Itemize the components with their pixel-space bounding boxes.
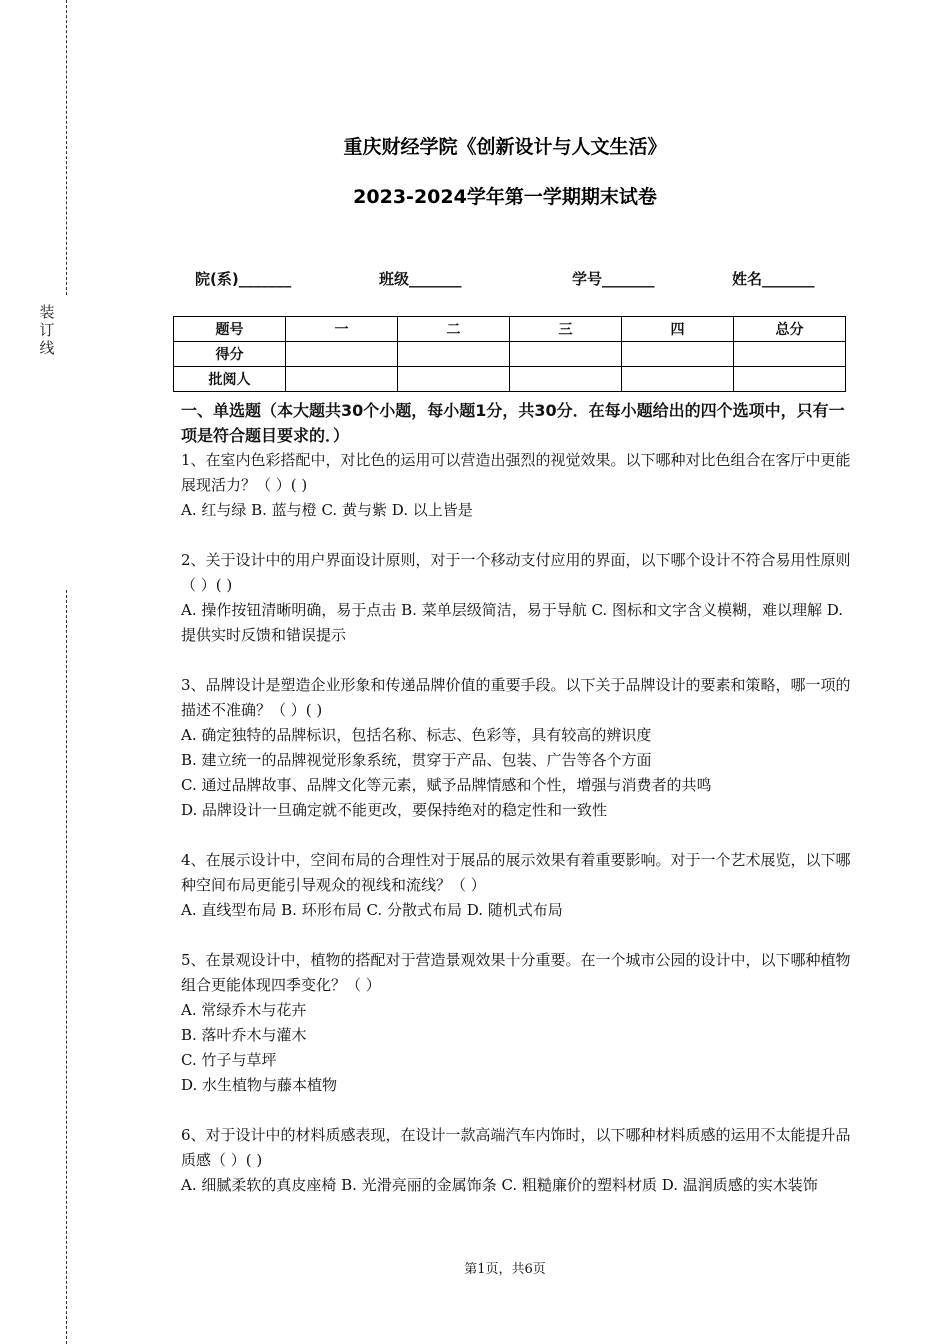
question-options: A. 操作按钮清晰明确，易于点击 B. 菜单层级简洁，易于导航 C. 图标和文字含义模糊，难以理解 D. 提供实时反馈和错误提示 [181, 601, 843, 644]
name-field[interactable]: 姓名_______ [732, 270, 815, 288]
class-field[interactable]: 班级_______ [379, 270, 462, 288]
score-header-cell: 题号 [174, 317, 286, 342]
question-5 [181, 948, 851, 1098]
grader-row-label: 批阅人 [174, 367, 286, 392]
score-header-cell: 总分 [734, 317, 846, 342]
score-row-label: 得分 [174, 342, 286, 367]
student-info-row [0, 268, 950, 292]
question-options: A. 细腻柔软的真皮座椅 B. 光滑亮丽的金属饰条 C. 粗糙廉价的塑料材质 D. 温润质感的实木装饰 [181, 1176, 818, 1194]
exam-content [181, 398, 851, 1223]
score-cell[interactable] [398, 342, 510, 367]
question-stem: 6、对于设计中的材料质感表现，在设计一款高端汽车内饰时，以下哪种材料质感的运用不太能提升品质感（ ）( ) [181, 1126, 851, 1169]
score-cell[interactable] [286, 342, 398, 367]
question-option: C. 通过品牌故事、品牌文化等元素，赋予品牌情感和个性，增强与消费者的共鸣 [181, 776, 712, 794]
question-options: A. 红与绿 B. 蓝与橙 C. 黄与紫 D. 以上皆是 [181, 501, 473, 519]
question-option: D. 水生植物与藤本植物 [181, 1076, 338, 1094]
score-table [173, 316, 846, 392]
score-cell[interactable] [734, 342, 846, 367]
exam-subtitle: 2023-2024学年第一学期期末试卷 [353, 186, 657, 208]
question-option: B. 建立统一的品牌视觉形象系统，贯穿于产品、包装、广告等各个方面 [181, 751, 652, 769]
score-header-cell: 二 [398, 317, 510, 342]
page-number: 第1页，共6页 [464, 1262, 546, 1277]
question-stem: 1、在室内色彩搭配中，对比色的运用可以营造出强烈的视觉效果。以下哪种对比色组合在客厅中更能展现活力？（ ）( ) [181, 451, 851, 494]
grader-cell[interactable] [622, 367, 734, 392]
grader-row [174, 367, 846, 392]
question-stem: 4、在展示设计中，空间布局的合理性对于展品的展示效果有着重要影响。对于一个艺术展览，以下哪种空间布局更能引导观众的视线和流线？（ ） [181, 851, 851, 894]
question-option: B. 落叶乔木与灌木 [181, 1026, 307, 1044]
binding-label: 装订线 [39, 303, 55, 357]
question-3 [181, 673, 851, 823]
question-stem: 5、在景观设计中，植物的搭配对于营造景观效果十分重要。在一个城市公园的设计中，以下哪种植物组合更能体现四季变化？（ ） [181, 951, 851, 994]
department-field[interactable]: 院(系)_______ [195, 270, 292, 288]
exam-title: 重庆财经学院《创新设计与人文生活》 [343, 136, 667, 158]
section-heading: 一、单选题（本大题共30个小题，每小题1分，共30分．在每小题给出的四个选项中，只有一项是符合题目要求的．） [181, 401, 845, 445]
student-id-field[interactable]: 学号_______ [572, 270, 655, 288]
question-option: A. 常绿乔木与花卉 [181, 1001, 307, 1019]
question-4 [181, 848, 851, 923]
score-cell[interactable] [622, 342, 734, 367]
binding-dashed-line-bottom [66, 590, 67, 1344]
question-option: D. 品牌设计一旦确定就不能更改，要保持绝对的稳定性和一致性 [181, 801, 608, 819]
score-cell[interactable] [510, 342, 622, 367]
question-1 [181, 448, 851, 523]
question-options: A. 直线型布局 B. 环形布局 C. 分散式布局 D. 随机式布局 [181, 901, 563, 919]
score-header-cell: 四 [622, 317, 734, 342]
grader-cell[interactable] [286, 367, 398, 392]
score-header-cell: 一 [286, 317, 398, 342]
score-row [174, 342, 846, 367]
question-stem: 2、关于设计中的用户界面设计原则，对于一个移动支付应用的界面，以下哪个设计不符合易用性原则（ ）( ) [181, 551, 851, 594]
score-table-header-row [174, 317, 846, 342]
question-option: C. 竹子与草坪 [181, 1051, 277, 1069]
grader-cell[interactable] [734, 367, 846, 392]
question-2 [181, 548, 851, 648]
score-header-cell: 三 [510, 317, 622, 342]
grader-cell[interactable] [398, 367, 510, 392]
question-6 [181, 1123, 851, 1198]
question-option: A. 确定独特的品牌标识，包括名称、标志、色彩等，具有较高的辨识度 [181, 726, 652, 744]
question-stem: 3、品牌设计是塑造企业形象和传递品牌价值的重要手段。以下关于品牌设计的要素和策略，哪一项的描述不准确？（ ）( ) [181, 676, 851, 719]
grader-cell[interactable] [510, 367, 622, 392]
